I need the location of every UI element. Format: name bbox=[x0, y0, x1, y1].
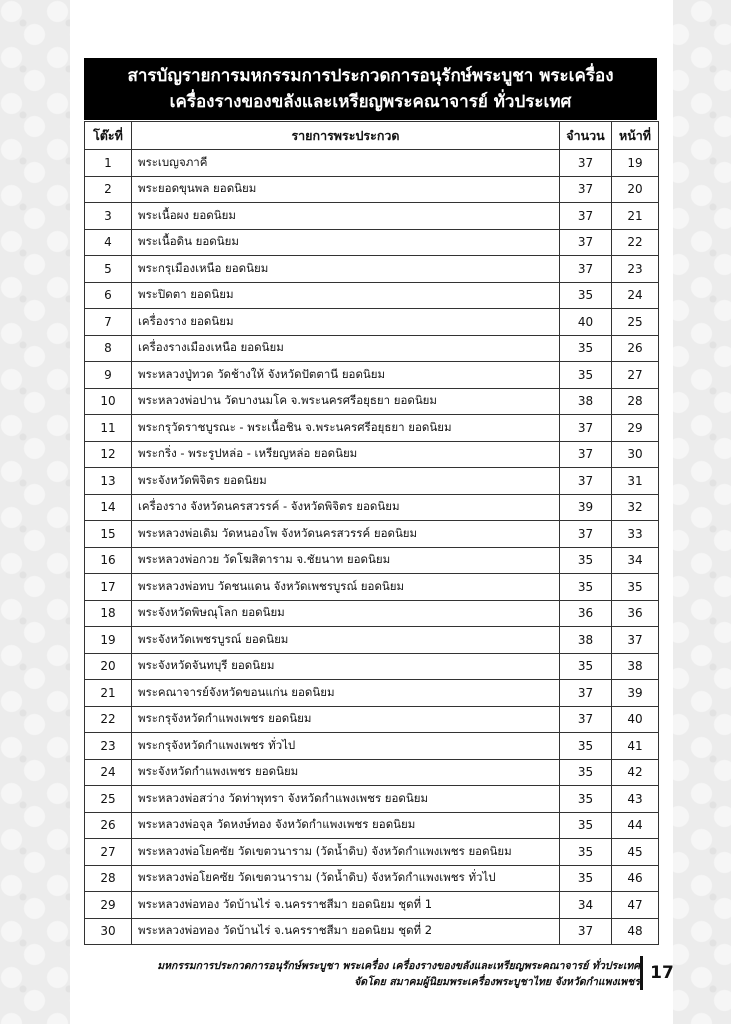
cell-page: 27 bbox=[612, 362, 659, 389]
header-count: จำนวน bbox=[560, 122, 612, 150]
cell-table-no: 15 bbox=[85, 521, 132, 548]
cell-page: 23 bbox=[612, 256, 659, 283]
table-row bbox=[85, 441, 659, 468]
cell-page: 41 bbox=[612, 733, 659, 760]
cell-table-no: 10 bbox=[85, 388, 132, 415]
cell-table-no: 12 bbox=[85, 441, 132, 468]
cell-page: 44 bbox=[612, 812, 659, 839]
cell-item-name: พระหลวงพ่อทอง วัดบ้านไร่ จ.นครราชสีมา ยอดนิยม ชุดที่ 1 bbox=[132, 892, 560, 919]
cell-count: 37 bbox=[560, 918, 612, 945]
cell-count: 37 bbox=[560, 468, 612, 495]
cell-table-no: 8 bbox=[85, 335, 132, 362]
cell-item-name: พระกริ่ง - พระรูปหล่อ - เหรียญหล่อ ยอดนิยม bbox=[132, 441, 560, 468]
cell-table-no: 25 bbox=[85, 786, 132, 813]
cell-table-no: 16 bbox=[85, 547, 132, 574]
cell-item-name: พระหลวงพ่อจุล วัดหงษ์ทอง จังหวัดกำแพงเพชร ยอดนิยม bbox=[132, 812, 560, 839]
table-row bbox=[85, 627, 659, 654]
cell-count: 35 bbox=[560, 839, 612, 866]
cell-page: 21 bbox=[612, 203, 659, 230]
cell-item-name: พระกรุเมืองเหนือ ยอดนิยม bbox=[132, 256, 560, 283]
cell-count: 37 bbox=[560, 680, 612, 707]
cell-count: 39 bbox=[560, 494, 612, 521]
cell-page: 29 bbox=[612, 415, 659, 442]
header-page: หน้าที่ bbox=[612, 122, 659, 150]
cell-page: 31 bbox=[612, 468, 659, 495]
cell-table-no: 5 bbox=[85, 256, 132, 283]
table-row bbox=[85, 335, 659, 362]
cell-page: 28 bbox=[612, 388, 659, 415]
cell-page: 36 bbox=[612, 600, 659, 627]
cell-page: 20 bbox=[612, 176, 659, 203]
cell-count: 35 bbox=[560, 574, 612, 601]
cell-item-name: พระจังหวัดจันทบุรี ยอดนิยม bbox=[132, 653, 560, 680]
cell-table-no: 13 bbox=[85, 468, 132, 495]
cell-page: 25 bbox=[612, 309, 659, 336]
cell-table-no: 1 bbox=[85, 150, 132, 177]
cell-item-name: พระจังหวัดเพชรบูรณ์ ยอดนิยม bbox=[132, 627, 560, 654]
cell-item-name: พระหลวงพ่อสว่าง วัดท่าพุทรา จังหวัดกำแพงเพชร ยอดนิยม bbox=[132, 786, 560, 813]
cell-page: 35 bbox=[612, 574, 659, 601]
table-row bbox=[85, 388, 659, 415]
cell-page: 42 bbox=[612, 759, 659, 786]
cell-item-name: พระยอดขุนพล ยอดนิยม bbox=[132, 176, 560, 203]
table-row bbox=[85, 203, 659, 230]
table-row bbox=[85, 918, 659, 945]
cell-item-name: เครื่องราง จังหวัดนครสวรรค์ - จังหวัดพิจิตร ยอดนิยม bbox=[132, 494, 560, 521]
cell-count: 35 bbox=[560, 759, 612, 786]
cell-table-no: 19 bbox=[85, 627, 132, 654]
cell-table-no: 28 bbox=[85, 865, 132, 892]
cell-count: 37 bbox=[560, 521, 612, 548]
cell-page: 19 bbox=[612, 150, 659, 177]
table-header-row bbox=[85, 122, 659, 150]
cell-item-name: พระเนื้อผง ยอดนิยม bbox=[132, 203, 560, 230]
cell-table-no: 27 bbox=[85, 839, 132, 866]
table-row bbox=[85, 229, 659, 256]
cell-item-name: พระกรุวัดราชบูรณะ - พระเนื้อชิน จ.พระนครศรีอยุธยา ยอดนิยม bbox=[132, 415, 560, 442]
table-row bbox=[85, 839, 659, 866]
cell-item-name: พระหลวงพ่อโยคซัย วัดเขตวนาราม (วัดน้ำดิบ) จังหวัดกำแพงเพชร ทั่วไป bbox=[132, 865, 560, 892]
table-row bbox=[85, 706, 659, 733]
table-row bbox=[85, 309, 659, 336]
table-row bbox=[85, 759, 659, 786]
cell-page: 38 bbox=[612, 653, 659, 680]
table-row bbox=[85, 547, 659, 574]
table-row bbox=[85, 176, 659, 203]
cell-item-name: พระหลวงพ่อโยคซัย วัดเขตวนาราม (วัดน้ำดิบ) จังหวัดกำแพงเพชร ยอดนิยม bbox=[132, 839, 560, 866]
cell-item-name: พระหลวงพ่อทบ วัดชนแดน จังหวัดเพชรบูรณ์ ยอดนิยม bbox=[132, 574, 560, 601]
cell-page: 45 bbox=[612, 839, 659, 866]
cell-item-name: พระปิดตา ยอดนิยม bbox=[132, 282, 560, 309]
footer-line-2: จัดโดย สมาคมผู้นิยมพระเครื่องพระบูชาไทย จังหวัดกำแพงเพชร bbox=[354, 976, 640, 988]
cell-count: 35 bbox=[560, 865, 612, 892]
cell-table-no: 4 bbox=[85, 229, 132, 256]
table-row bbox=[85, 468, 659, 495]
cell-count: 38 bbox=[560, 388, 612, 415]
cell-item-name: พระหลวงพ่อทอง วัดบ้านไร่ จ.นครราชสีมา ยอดนิยม ชุดที่ 2 bbox=[132, 918, 560, 945]
table-row bbox=[85, 733, 659, 760]
title-line-1: สารบัญรายการมหกรรมการประกวดการอนุรักษ์พระบูชา พระเครื่อง bbox=[127, 66, 614, 86]
cell-count: 35 bbox=[560, 733, 612, 760]
table-row bbox=[85, 653, 659, 680]
cell-table-no: 30 bbox=[85, 918, 132, 945]
cell-page: 48 bbox=[612, 918, 659, 945]
cell-item-name: พระคณาจารย์จังหวัดขอนแก่น ยอดนิยม bbox=[132, 680, 560, 707]
cell-page: 39 bbox=[612, 680, 659, 707]
cell-item-name: พระกรุจังหวัดกำแพงเพชร ยอดนิยม bbox=[132, 706, 560, 733]
page-number: 17 bbox=[640, 956, 681, 990]
cell-count: 34 bbox=[560, 892, 612, 919]
cell-count: 35 bbox=[560, 812, 612, 839]
table-row bbox=[85, 865, 659, 892]
cell-table-no: 26 bbox=[85, 812, 132, 839]
cell-page: 34 bbox=[612, 547, 659, 574]
cell-count: 37 bbox=[560, 203, 612, 230]
table-row bbox=[85, 256, 659, 283]
cell-count: 35 bbox=[560, 547, 612, 574]
cell-count: 37 bbox=[560, 176, 612, 203]
cell-count: 37 bbox=[560, 256, 612, 283]
table-row bbox=[85, 680, 659, 707]
cell-count: 37 bbox=[560, 229, 612, 256]
table-row bbox=[85, 150, 659, 177]
cell-table-no: 9 bbox=[85, 362, 132, 389]
table-row bbox=[85, 574, 659, 601]
cell-page: 24 bbox=[612, 282, 659, 309]
cell-item-name: พระจังหวัดพิจิตร ยอดนิยม bbox=[132, 468, 560, 495]
cell-item-name: พระเนื้อดิน ยอดนิยม bbox=[132, 229, 560, 256]
cell-page: 26 bbox=[612, 335, 659, 362]
cell-count: 35 bbox=[560, 653, 612, 680]
cell-count: 35 bbox=[560, 786, 612, 813]
cell-page: 43 bbox=[612, 786, 659, 813]
table-row bbox=[85, 521, 659, 548]
table-row bbox=[85, 786, 659, 813]
cell-item-name: พระหลวงพ่อเดิม วัดหนองโพ จังหวัดนครสวรรค์ ยอดนิยม bbox=[132, 521, 560, 548]
cell-count: 37 bbox=[560, 415, 612, 442]
cell-count: 35 bbox=[560, 335, 612, 362]
cell-table-no: 22 bbox=[85, 706, 132, 733]
cell-page: 33 bbox=[612, 521, 659, 548]
cell-item-name: พระหลวงพ่อปาน วัดบางนมโค จ.พระนครศรีอยุธยา ยอดนิยม bbox=[132, 388, 560, 415]
cell-item-name: เครื่องรางเมืองเหนือ ยอดนิยม bbox=[132, 335, 560, 362]
cell-table-no: 2 bbox=[85, 176, 132, 203]
cell-table-no: 7 bbox=[85, 309, 132, 336]
contents-table bbox=[84, 121, 659, 945]
cell-page: 47 bbox=[612, 892, 659, 919]
table-row bbox=[85, 892, 659, 919]
table-row bbox=[85, 812, 659, 839]
cell-table-no: 6 bbox=[85, 282, 132, 309]
cell-count: 37 bbox=[560, 706, 612, 733]
cell-page: 40 bbox=[612, 706, 659, 733]
cell-count: 35 bbox=[560, 282, 612, 309]
cell-table-no: 21 bbox=[85, 680, 132, 707]
cell-table-no: 3 bbox=[85, 203, 132, 230]
table-row bbox=[85, 415, 659, 442]
cell-item-name: พระเบญจภาคี bbox=[132, 150, 560, 177]
cell-count: 37 bbox=[560, 150, 612, 177]
cell-count: 36 bbox=[560, 600, 612, 627]
header-item-name: รายการพระประกวด bbox=[132, 122, 560, 150]
cell-item-name: เครื่องราง ยอดนิยม bbox=[132, 309, 560, 336]
cell-item-name: พระหลวงพ่อกวย วัดโฆสิตาราม จ.ชัยนาท ยอดนิยม bbox=[132, 547, 560, 574]
cell-item-name: พระจังหวัดกำแพงเพชร ยอดนิยม bbox=[132, 759, 560, 786]
cell-page: 32 bbox=[612, 494, 659, 521]
cell-table-no: 17 bbox=[85, 574, 132, 601]
cell-page: 22 bbox=[612, 229, 659, 256]
title-banner bbox=[84, 58, 657, 120]
cell-table-no: 23 bbox=[85, 733, 132, 760]
cell-count: 40 bbox=[560, 309, 612, 336]
cell-page: 46 bbox=[612, 865, 659, 892]
title-line-2: เครื่องรางของขลังและเหรียญพระคณาจารย์ ทั่วประเทศ bbox=[169, 92, 572, 112]
table-row bbox=[85, 494, 659, 521]
cell-item-name: พระจังหวัดพิษณุโลก ยอดนิยม bbox=[132, 600, 560, 627]
cell-page: 37 bbox=[612, 627, 659, 654]
cell-page: 30 bbox=[612, 441, 659, 468]
footer-line-1: มหกรรมการประกวดการอนุรักษ์พระบูชา พระเครื่อง เครื่องรางของขลังและเหรียญพระคณาจารย์ ทั่วประเทศ bbox=[157, 960, 640, 972]
cell-table-no: 11 bbox=[85, 415, 132, 442]
table-row bbox=[85, 600, 659, 627]
cell-item-name: พระหลวงปู่ทวด วัดช้างให้ จังหวัดปัตตานี ยอดนิยม bbox=[132, 362, 560, 389]
cell-table-no: 18 bbox=[85, 600, 132, 627]
table-row bbox=[85, 362, 659, 389]
cell-table-no: 14 bbox=[85, 494, 132, 521]
cell-count: 38 bbox=[560, 627, 612, 654]
cell-table-no: 29 bbox=[85, 892, 132, 919]
cell-table-no: 24 bbox=[85, 759, 132, 786]
header-table-no: โต๊ะที่ bbox=[85, 122, 132, 150]
cell-count: 37 bbox=[560, 441, 612, 468]
table-row bbox=[85, 282, 659, 309]
cell-count: 35 bbox=[560, 362, 612, 389]
footer-text bbox=[84, 958, 640, 990]
cell-item-name: พระกรุจังหวัดกำแพงเพชร ทั่วไป bbox=[132, 733, 560, 760]
cell-table-no: 20 bbox=[85, 653, 132, 680]
